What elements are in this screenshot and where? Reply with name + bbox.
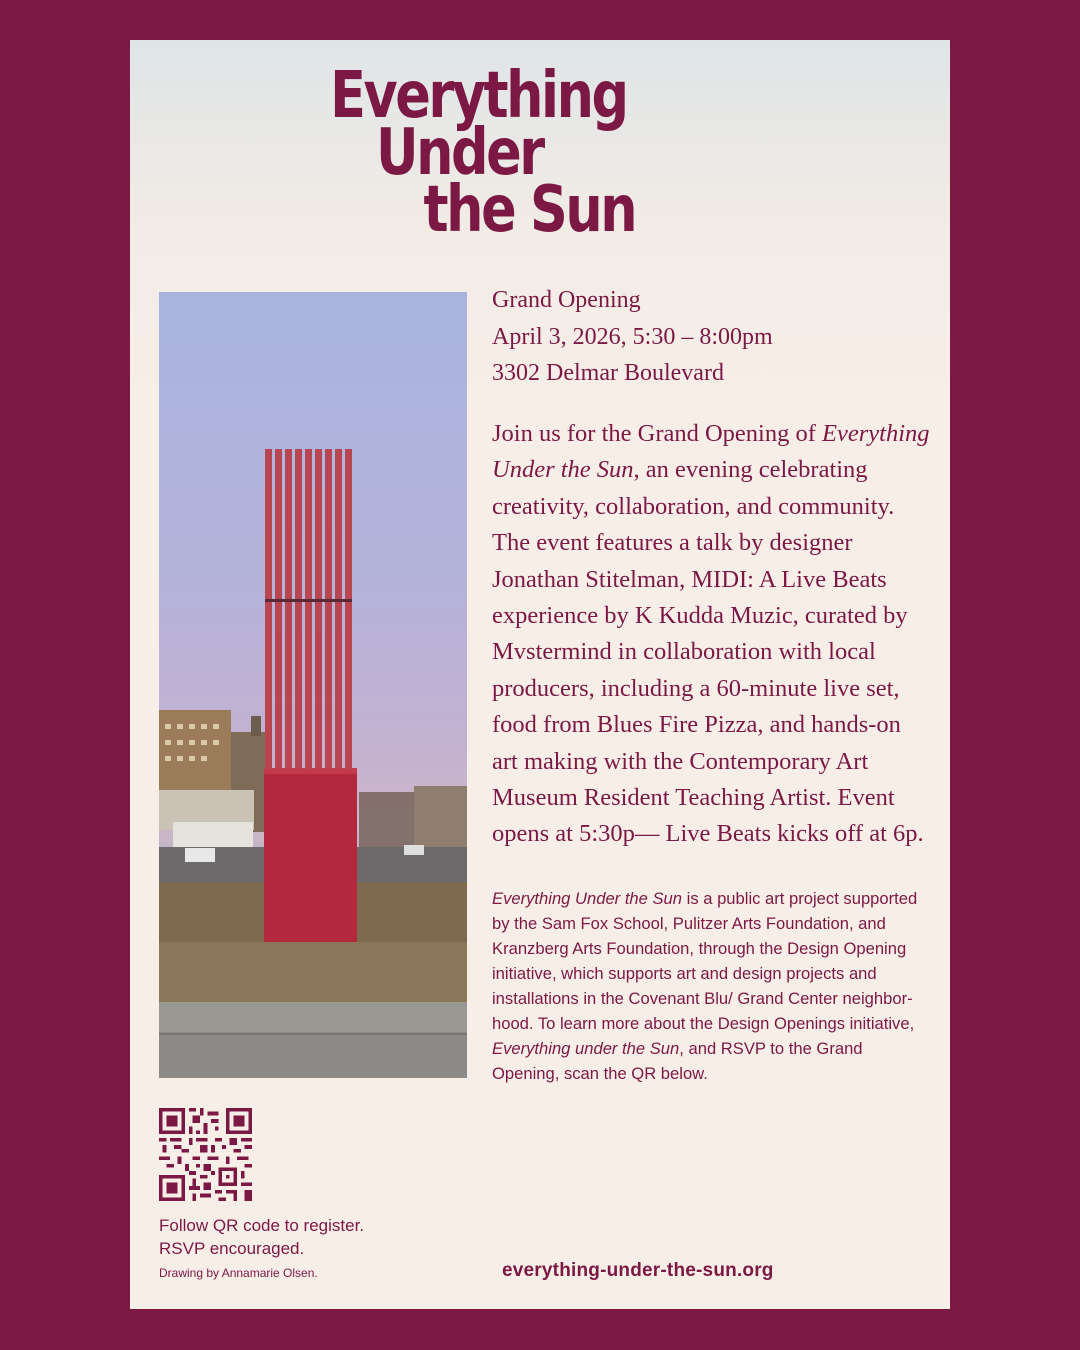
drawing-credit: Drawing by Annamarie Olsen. bbox=[159, 1266, 318, 1280]
qr-code-icon[interactable] bbox=[159, 1108, 252, 1201]
event-address: 3302 Delmar Boulevard bbox=[492, 360, 724, 386]
about-part-1: is a public art project supported by the Sam Fox School, Pulitzer Arts Foundation, and Kranzberg Arts Foundation, through the Design Opening initiative, which supports art and design projects and installations in the Covenant Blu/ Grand Center neighbor-hood. To learn more about the Design Openings initiative, bbox=[492, 889, 918, 1033]
about-project bbox=[492, 886, 932, 1086]
website-link[interactable]: everything-under-the-sun.org bbox=[502, 1260, 774, 1281]
event-name: Grand Opening bbox=[492, 287, 641, 313]
event-description bbox=[492, 416, 932, 853]
title-line-1: Everything bbox=[330, 59, 627, 133]
description-project-name: Everything Under the Sun bbox=[492, 420, 930, 484]
description-part-1: Join us for the Grand Opening of bbox=[492, 420, 823, 447]
sculpture-photo-illustration bbox=[159, 292, 467, 1078]
about-project-name: Everything Under the Sun bbox=[492, 889, 683, 908]
follow-line-1: Follow QR code to register. bbox=[159, 1216, 365, 1235]
title-line-3: the Sun bbox=[423, 173, 636, 247]
poster bbox=[130, 40, 950, 1309]
sculpture-photo bbox=[159, 292, 467, 1078]
event-datetime: April 3, 2026, 5:30 – 8:00pm bbox=[492, 323, 773, 350]
description-part-2: , an evening celebrating creativity, collaboration, and community. The event features a talk by designer Jonathan Stitelman, MIDI: A Live Beats experience by K Kudda Muzic, curated by Mvstermind in collaboration with local producers, including a 60-minute live set, food from Blues Fire Pizza, and hands-on art making with the Contemporary Art Museum Resident Teaching Artist. Event opens at 5:30p— Live Beats kicks off at 6p. bbox=[492, 456, 924, 848]
about-part-2: , and RSVP to the Grand Opening, scan the QR below. bbox=[492, 1039, 863, 1083]
follow-line-2: RSVP encouraged. bbox=[159, 1239, 305, 1258]
title-line-2: Under bbox=[376, 116, 543, 190]
about-project-name-2: Everything under the Sun bbox=[492, 1039, 680, 1058]
event-info bbox=[492, 282, 932, 392]
qr-instructions bbox=[159, 1214, 364, 1260]
